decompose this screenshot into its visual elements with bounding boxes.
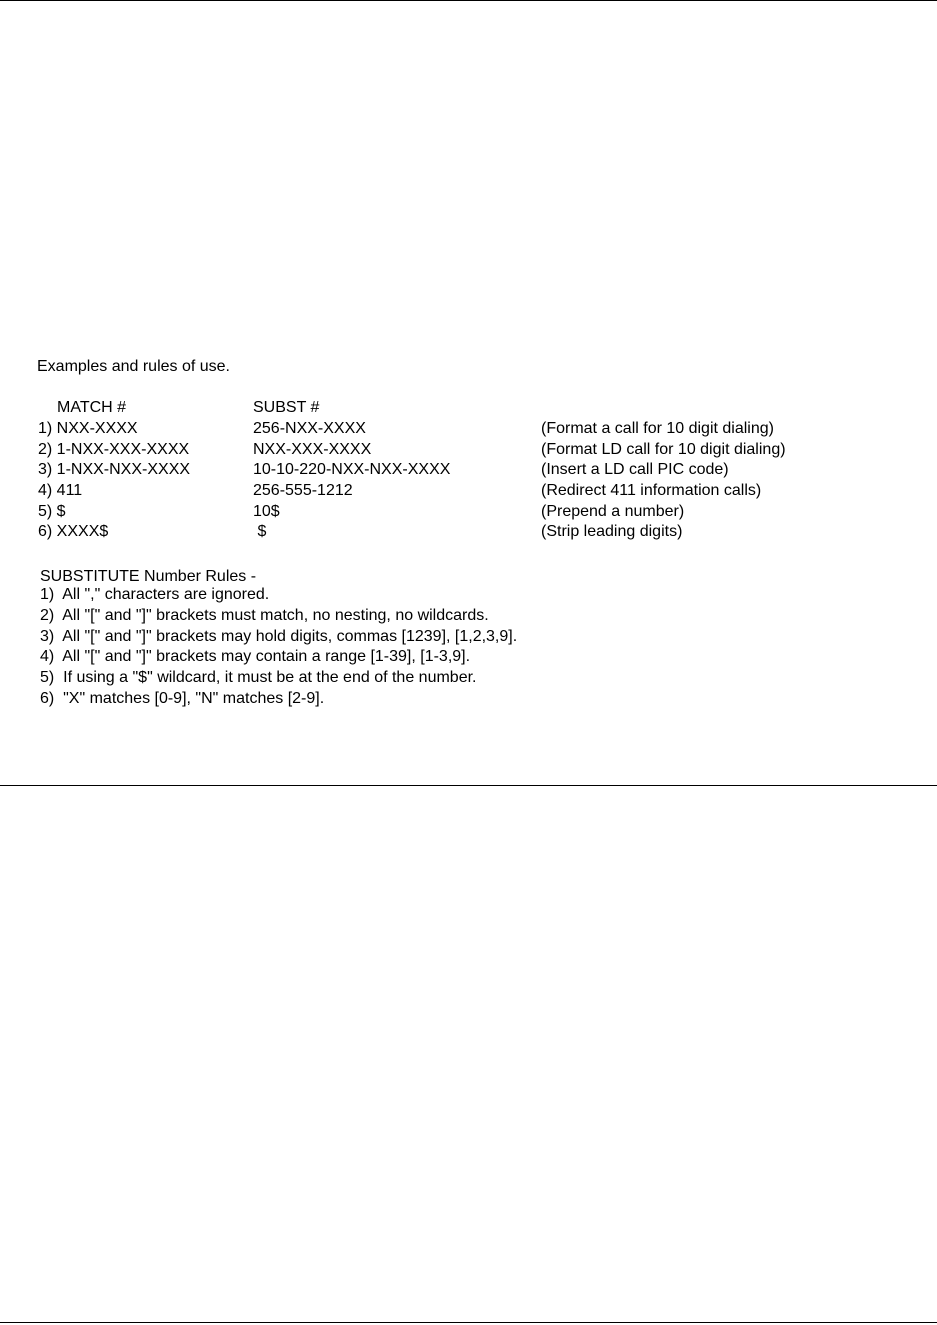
rule-item-1: 1) All "," characters are ignored. xyxy=(40,586,270,603)
row-1-match: 1) NXX-XXXX xyxy=(38,420,138,437)
row-6-note: (Strip leading digits) xyxy=(541,523,683,540)
row-5-match: 5) $ xyxy=(38,503,66,520)
bottom-divider xyxy=(0,1322,937,1323)
subst-column-header: SUBST # xyxy=(253,399,320,416)
row-4-match: 4) 411 xyxy=(38,482,83,499)
rule-item-3: 3) All "[" and "]" brackets may hold digits, commas [1239], [1,2,3,9]. xyxy=(40,628,518,645)
rule-item-2: 2) All "[" and "]" brackets must match, no nesting, no wildcards. xyxy=(40,607,489,624)
row-2-note: (Format LD call for 10 digit dialing) xyxy=(541,441,786,458)
rule-item-4: 4) All "[" and "]" brackets may contain a range [1-39], [1-3,9]. xyxy=(40,648,471,665)
rule-item-6: 6) "X" matches [0-9], "N" matches [2-9]. xyxy=(40,690,325,707)
row-3-match: 3) 1-NXX-NXX-XXXX xyxy=(38,461,191,478)
row-6-match: 6) XXXX$ xyxy=(38,523,109,540)
match-column-header: MATCH # xyxy=(57,399,127,416)
row-1-note: (Format a call for 10 digit dialing) xyxy=(541,420,774,437)
rule-item-5: 5) If using a "$" wildcard, it must be at the end of the number. xyxy=(40,669,477,686)
row-5-subst: 10$ xyxy=(253,503,280,520)
rules-title: SUBSTITUTE Number Rules - xyxy=(40,568,257,585)
row-1-subst: 256-NXX-XXXX xyxy=(253,420,366,437)
row-2-subst: NXX-XXX-XXXX xyxy=(253,441,372,458)
intro-text: Examples and rules of use. xyxy=(37,358,230,375)
row-3-subst: 10-10-220-NXX-NXX-XXXX xyxy=(253,461,451,478)
row-5-note: (Prepend a number) xyxy=(541,503,685,520)
middle-divider xyxy=(0,785,937,786)
row-4-subst: 256-555-1212 xyxy=(253,482,353,499)
row-6-subst: $ xyxy=(253,523,267,540)
row-2-match: 2) 1-NXX-XXX-XXXX xyxy=(38,441,190,458)
row-3-note: (Insert a LD call PIC code) xyxy=(541,461,729,478)
row-4-note: (Redirect 411 information calls) xyxy=(541,482,762,499)
